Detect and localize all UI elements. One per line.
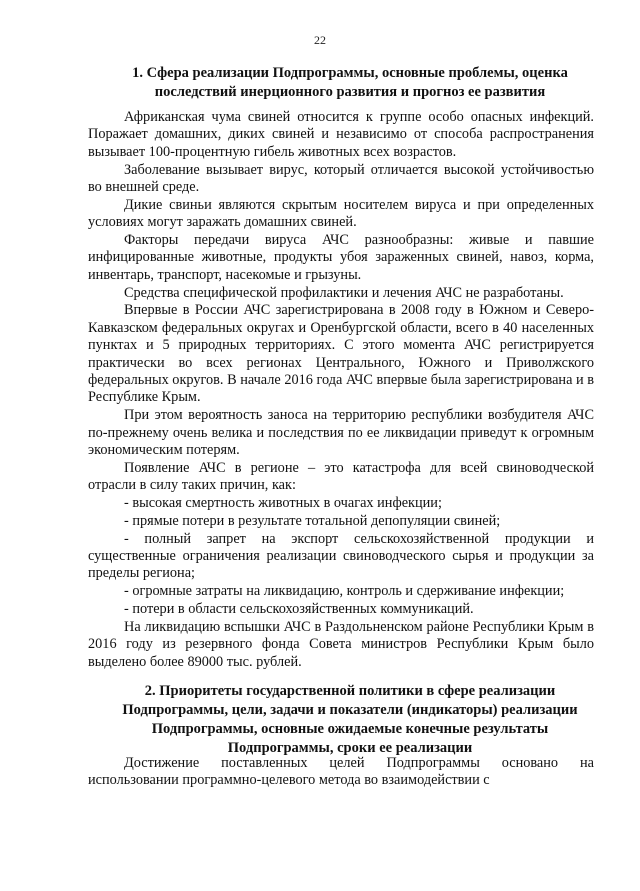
- paragraph: Факторы передачи вируса АЧС разнообразны: живые и павшие инфицированные животные, продукты убоя зараженных свиней, навоз, корма, инвентарь, транспорт, насекомые и грызуны.: [88, 232, 594, 283]
- paragraph: При этом вероятность заноса на территорию республики возбудителя АЧС по-прежнему очень велика и последствия по ее ликвидации приведут к огромным экономическим потерям.: [88, 407, 594, 459]
- section-1-body: [88, 109, 594, 671]
- section-2-heading: 2. Приоритеты государственной политики в сфере реализации Подпрограммы, цели, задачи и показатели (индикаторы) реализации Подпрограммы, основные ожидаемые конечные результаты Подпрограммы, сроки ее реализации: [122, 683, 578, 756]
- paragraph: На ликвидацию вспышки АЧС в Раздольненском районе Республики Крым в 2016 году из резервного фонда Совета министров Республики Крым было выделено более 89000 тыс. рублей.: [88, 618, 594, 670]
- section-1-heading: 1. Сфера реализации Подпрограммы, основные проблемы, оценка последствий инерционного развития и прогноз ее развития: [132, 65, 568, 100]
- list-item: - прямые потери в результате тотальной депопуляции свиней;: [124, 512, 501, 529]
- list-item: - полный запрет на экспорт сельскохозяйственной продукции и существенные ограничения реализации свиноводческого сырья и продукции за пределы региона;: [88, 530, 594, 582]
- paragraph: Дикие свиньи являются скрытым носителем вируса и при определенных условиях могут заражать домашних свиней.: [88, 196, 594, 231]
- section-2-body: [88, 755, 594, 790]
- list-item: - потери в области сельскохозяйственных коммуникаций.: [124, 601, 474, 618]
- paragraph: Достижение поставленных целей Подпрограммы основано на использовании программно-целевого метода во взаимодействии с: [88, 755, 594, 789]
- paragraph: Впервые в России АЧС зарегистрирована в 2008 году в Южном и Северо-Кавказском федеральных округах и Оренбургской области, всего в 40 населенных пунктах и 5 природных территориях. С этого момента АЧС регистрируется практически во всех регионах Центрального, Южного и Приволжского федеральных округов. В начале 2016 года АЧС впервые была зарегистрирована и в Республике Крым.: [88, 302, 594, 406]
- paragraph: Появление АЧС в регионе – это катастрофа для всей свиноводческой отрасли в силу таких причин, как:: [88, 459, 594, 494]
- page-number: 22: [314, 33, 326, 47]
- paragraph: Африканская чума свиней относится к группе особо опасных инфекций. Поражает домашних, диких свиней и независимо от способа распространения вызывает 100-процентную гибель животных всех возрастов.: [88, 109, 594, 160]
- list-item: - огромные затраты на ликвидацию, контроль и сдерживание инфекции;: [124, 583, 565, 600]
- list-item: - высокая смертность животных в очагах инфекции;: [124, 495, 442, 512]
- paragraph: Заболевание вызывает вирус, который отличается высокой устойчивостью во внешней среде.: [88, 161, 594, 196]
- paragraph: Средства специфической профилактики и лечения АЧС не разработаны.: [124, 284, 564, 301]
